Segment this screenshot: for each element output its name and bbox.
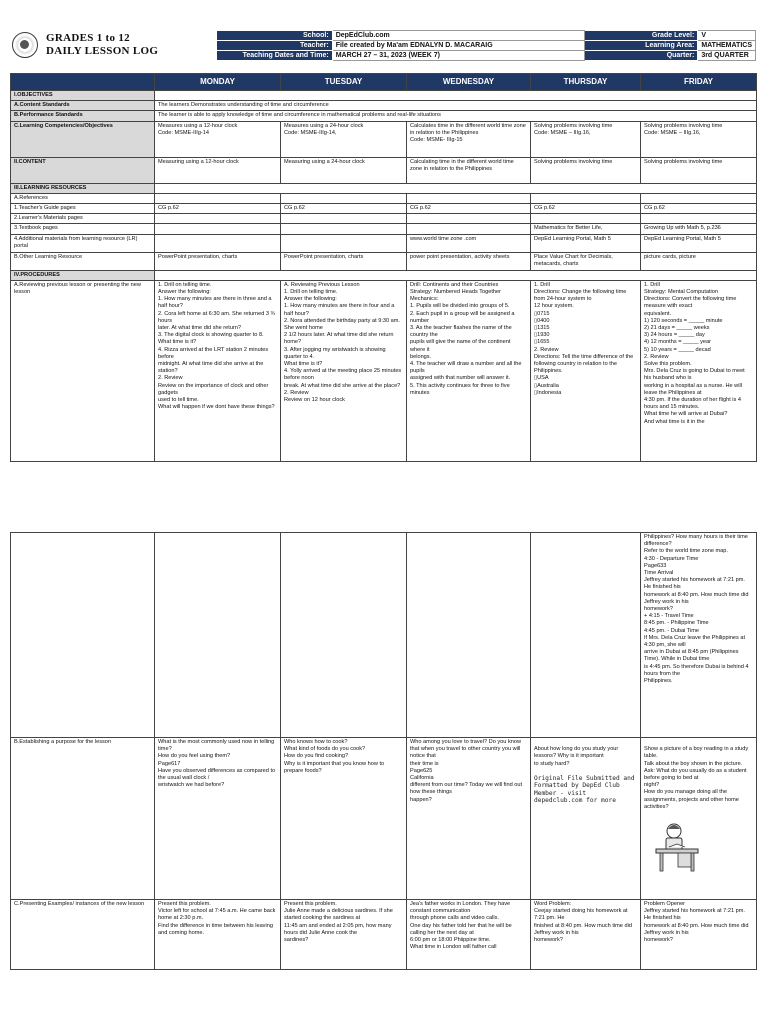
content-standards-text: The learners Demonstrates understanding of time and circumference — [155, 101, 757, 111]
content-tuesday: Measuring using a 24-hour clock — [281, 157, 407, 183]
competencies-monday: Measures using a 12-hour clock Code: MSME-IIIg-14 — [155, 121, 281, 157]
references-wednesday — [407, 193, 531, 203]
day-wednesday: WEDNESDAY — [407, 74, 531, 91]
performance-standards-row — [11, 111, 757, 121]
textbook-thursday: Mathematics for Better Life, — [531, 224, 641, 234]
competencies-wednesday: Calculates time in the different world time zone in relation to the Philippines Code: MSME- IIIg-15 — [407, 121, 531, 157]
brand-title — [46, 32, 158, 58]
tg-wednesday: CG p.62 — [407, 204, 531, 214]
boy-studying-icon — [652, 821, 702, 873]
quarter-value: 3rd QUARTER — [698, 51, 756, 61]
tg-friday: CG p.62 — [641, 204, 757, 214]
dates-value: MARCH 27 – 31, 2023 (WEEK 7) — [332, 51, 584, 61]
resources-cell — [155, 183, 757, 193]
learners-materials-row — [11, 214, 757, 224]
additional-tuesday — [281, 234, 407, 252]
purpose-friday — [641, 738, 757, 900]
reviewing-row — [11, 280, 757, 461]
dll-header — [10, 30, 756, 62]
competencies-label: C.Learning Competencies/Objectives — [11, 121, 155, 157]
grade-level-label: Grade Level: — [584, 31, 698, 41]
header-row-school — [217, 31, 756, 41]
lm-monday — [155, 214, 281, 224]
references-label: A.References — [11, 193, 155, 203]
purpose-friday-text: Show a picture of a boy reading in a study table. Talk about the boy shown in the picture. Ask: What do you usually do as a student before going to bed at night? How do you manage doing all the assignments, projects and other home activities? — [644, 746, 749, 810]
textbook-row — [11, 224, 757, 234]
learning-area-value: MATHEMATICS — [698, 41, 756, 51]
reviewing-cont-tuesday — [281, 533, 407, 738]
presenting-wednesday: Jea's father works in London. They have constant communication through phone calls and video calls. One day his father told her that he will be calling her the next day at 6:00 pm or 18:00 Phiippine time. What time in London will father call — [407, 900, 531, 970]
references-monday — [155, 193, 281, 203]
header-info-table — [216, 30, 756, 61]
day-monday: MONDAY — [155, 74, 281, 91]
reviewing-thursday: 1. Drill Directions: Change the following time from 24-hour system to 12 hour system. ▯0715 ▯0400 ▯1315 ▯1930 ▯1655 2. Review Directions: Tell the time difference of the following country in relation to the Philippines. ▯USA ▯Australia ▯Indonesia — [531, 280, 641, 461]
content-row — [11, 157, 757, 183]
presenting-label: C.Presenting Examples/ instances of the new lesson — [11, 900, 155, 970]
purpose-monday: What is the most commonly used now in telling time? How do you feel using them? Page617 Have you observed differences as compared to the usual wall clock / wristwatch we had before? — [155, 738, 281, 900]
reviewing-friday: 1. Drill Strategy: Mental Computation Directions: Convert the following time measure with exact equivalent. 1) 120 seconds = _____ minute 2) 21 days = _____ weeks 3) 24 hours = _____ day 4) 12 months = _____ year 5) 10 years = _____ decad 2. Review Solve this problem. Mrs. Dela Cruz is going to Dubai to meet his husband who is working in a hospital as a nurse. He will leave the Philippines at 4:30 pm. If the duration of her flight is 4 hours and 15 minutes. What time he will arrive at Dubai? And what time is it in the — [641, 280, 757, 461]
purpose-thursday-text: About how long do you study your lessons? Why is it important to study hard? — [534, 746, 619, 767]
presenting-friday: Problem Opener Jeffrey started his homework at 7:21 pm. He finished his homework at 8:40 pm. How much time did Jeffrey work in his homework? — [641, 900, 757, 970]
other-friday: picture cards, picture — [641, 252, 757, 270]
content-thursday: Solving problems involving time — [531, 157, 641, 183]
presenting-monday: Present this problem. Victor left for school at 7:45 a.m. He came back home at 2:30 p.m. Find the difference in time between his leaving and coming home. — [155, 900, 281, 970]
competencies-thursday: Solving problems involving time Code: MSME – IIIg.16, — [531, 121, 641, 157]
references-thursday — [531, 193, 641, 203]
day-header-blank — [11, 74, 155, 91]
reviewing-cont-wednesday — [407, 533, 531, 738]
reviewing-tuesday: A. Reviewing Previous Lesson 1. Drill on telling time. Answer the following: 1. How many minutes are there in four and a half hour? 2. Nora attended the birthday party at 9:30 am. She went home 2 1/2 hours later. At what time did she return home? 3. After jogging my wristwatch is showing quarter to 4. What time is it? 4. Yolly arrived at the meeting place 25 minutes before noon break. At what time did she arrive at the place? 2. Review Review on 12 hour clock — [281, 280, 407, 461]
references-row — [11, 193, 757, 203]
tg-thursday: CG p.62 — [531, 204, 641, 214]
reviewing-wednesday: Drill: Continents and their Countries Strategy: Numbered Heads Together Mechanics: 1. Pupils will be divided into groups of 5. 2. Each pupil in a group will be assigned a number 3. As the teacher flashes the name of the country the pupils will give the name of the continent where it belongs. 4. The teacher will draw a number and all the pupils assigned with that number will answer it. 5. This activity continues for three to five minutes — [407, 280, 531, 461]
presenting-thursday: Word Problem: Ceejay started doing his homework at 7:21 pm. He finished at 8:40 pm. How much time did Jeffrey work in his homework? — [531, 900, 641, 970]
dates-label: Teaching Dates and Time: — [217, 51, 333, 61]
teachers-guide-label: 1.Teacher's Guide pages — [11, 204, 155, 214]
competencies-friday: Solving problems involving time Code: MSME – IIIg.16, — [641, 121, 757, 157]
purpose-thursday — [531, 738, 641, 900]
procedures-cell — [155, 270, 757, 280]
school-label: School: — [217, 31, 333, 41]
quarter-label: Quarter: — [584, 51, 698, 61]
content-wednesday: Calculating time in the different world time zone in relation to the Philippines — [407, 157, 531, 183]
teachers-guide-row — [11, 204, 757, 214]
deped-seal-icon — [12, 32, 38, 58]
reviewing-cont-monday — [155, 533, 281, 738]
objectives-row — [11, 91, 757, 101]
performance-standards-label: B.Performance Standards — [11, 111, 155, 121]
references-tuesday — [281, 193, 407, 203]
day-friday: FRIDAY — [641, 74, 757, 91]
tg-monday: CG p.62 — [155, 204, 281, 214]
additional-monday — [155, 234, 281, 252]
other-resources-label: B.Other Learning Resource — [11, 252, 155, 270]
other-resources-row — [11, 252, 757, 270]
lm-tuesday — [281, 214, 407, 224]
school-value: DepEdClub.com — [332, 31, 584, 41]
resources-row — [11, 183, 757, 193]
header-row-teacher — [217, 41, 756, 51]
resources-label: III.LEARNING RESOURCES — [11, 183, 155, 193]
presenting-tuesday: Present this problem. Julie Anne made a delicious sardines. If she started cooking the sardines at 11:45 am and ended at 2:05 pm, how many hours did Julie Anne cook the sardines? — [281, 900, 407, 970]
other-wednesday: power point presentation, activity sheets — [407, 252, 531, 270]
procedures-row — [11, 270, 757, 280]
lm-wednesday — [407, 214, 531, 224]
reviewing-label: A.Reviewing previous lesson or presenting the new lesson — [11, 280, 155, 461]
additional-materials-row — [11, 234, 757, 252]
purpose-row — [11, 738, 757, 900]
purpose-tuesday: Who knows how to cook? What kind of foods do you cook? How do you find cooking? Why is it important that you know how to prepare foods? — [281, 738, 407, 900]
additional-wednesday: www.world time zone .com — [407, 234, 531, 252]
day-header-row — [11, 74, 757, 91]
textbook-friday: Growing Up with Math 5, p.236 — [641, 224, 757, 234]
grade-level-value: V — [698, 31, 756, 41]
learning-area-label: Learning Area: — [584, 41, 698, 51]
textbook-monday — [155, 224, 281, 234]
brand-line-1: GRADES 1 to 12 — [46, 32, 130, 44]
brand-line-2: DAILY LESSON LOG — [46, 45, 159, 57]
reviewing-cont-label — [11, 533, 155, 738]
objectives-cell — [155, 91, 757, 101]
lm-thursday — [531, 214, 641, 224]
purpose-label: B.Establishing a purpose for the lesson — [11, 738, 155, 900]
content-label: II.CONTENT — [11, 157, 155, 183]
textbook-label: 3.Textbook pages — [11, 224, 155, 234]
references-friday — [641, 193, 757, 203]
reviewing-continued-row — [11, 533, 757, 738]
purpose-wednesday: Who among you love to travel? Do you know that when you travel to other country you will notice that their time is Page625 California different from our time? Today we will find out how these things happen? — [407, 738, 531, 900]
procedures-label: IV.PROCEDURES — [11, 270, 155, 280]
content-monday: Measuring using a 12-hour clock — [155, 157, 281, 183]
lesson-log-table-page-2 — [10, 532, 757, 970]
depedclub-watermark: Original File Submitted and Formatted by DepEd Club Member - visit depedclub.com for more — [534, 775, 635, 805]
textbook-wednesday — [407, 224, 531, 234]
presenting-row — [11, 900, 757, 970]
performance-standards-text: The learner is able to apply knowledge of time and circumference in mathematical problems and real-life situations — [155, 111, 757, 121]
header-row-dates — [217, 51, 756, 61]
teacher-value: File created by Ma'am EDNALYN D. MACARAIG — [332, 41, 584, 51]
lm-friday — [641, 214, 757, 224]
objectives-label: I.OBJECTIVES — [11, 91, 155, 101]
additional-thursday: DepEd Learning Portal, Math 5 — [531, 234, 641, 252]
competencies-row — [11, 121, 757, 157]
reviewing-monday: 1. Drill on telling time. Answer the following: 1. How many minutes are there in three and a half hour? 2. Cora left home at 6:30 am. She returned 3 ¾ hours later. At what time did she return? 3. The digital clock is showing quarter to 8. What time is it? 4. Rizza arrived at the LRT station 2 minutes before midnight. At what time did she arrive at the station? 2. Review Review on the importance of clock and other gadgets used to tell time. What will happen if we dont have these things? — [155, 280, 281, 461]
reviewing-cont-thursday — [531, 533, 641, 738]
additional-friday: DepEd Learning Portal, Math 5 — [641, 234, 757, 252]
content-standards-label: A.Content Standards — [11, 101, 155, 111]
textbook-tuesday — [281, 224, 407, 234]
tg-tuesday: CG p.62 — [281, 204, 407, 214]
day-tuesday: TUESDAY — [281, 74, 407, 91]
day-thursday: THURSDAY — [531, 74, 641, 91]
competencies-tuesday: Measures using a 24-hour clock Code: MSME-IIIg-14, — [281, 121, 407, 157]
additional-materials-label: 4.Additional materials from learning resource (LR) portal — [11, 234, 155, 252]
teacher-label: Teacher: — [217, 41, 333, 51]
content-friday: Solving problems involving time — [641, 157, 757, 183]
lesson-log-table-page-1 — [10, 73, 757, 462]
reviewing-cont-friday: Philippines? How many hours is their time difference? Refer to the world time zone map. 4:30 - Departure Time Page633 Time Arrival Jeffrey started his homework at 7:21 pm. He finished his homework at 8:40 pm. How much time did Jeffrey work in his homework? + 4:15 - Travel Time 8:45 pm. - Philippine Time 4:45 pm. - Dubai Time If Mrs. Dela Cruz leave the Philippines at 4:30 pm, she will arrive in Dubai at 8:45 pm (Philippines Time). While in Dubai time is 4:45 pm. So therefore Dubai is behind 4 hours from the Philippines. — [641, 533, 757, 738]
other-monday: PowerPoint presentation, charts — [155, 252, 281, 270]
content-standards-row — [11, 101, 757, 111]
learners-materials-label: 2.Learner's Materials pages — [11, 214, 155, 224]
other-tuesday: PowerPoint presentation, charts — [281, 252, 407, 270]
other-thursday: Place Value Chart for Decimals, metacards, charts — [531, 252, 641, 270]
